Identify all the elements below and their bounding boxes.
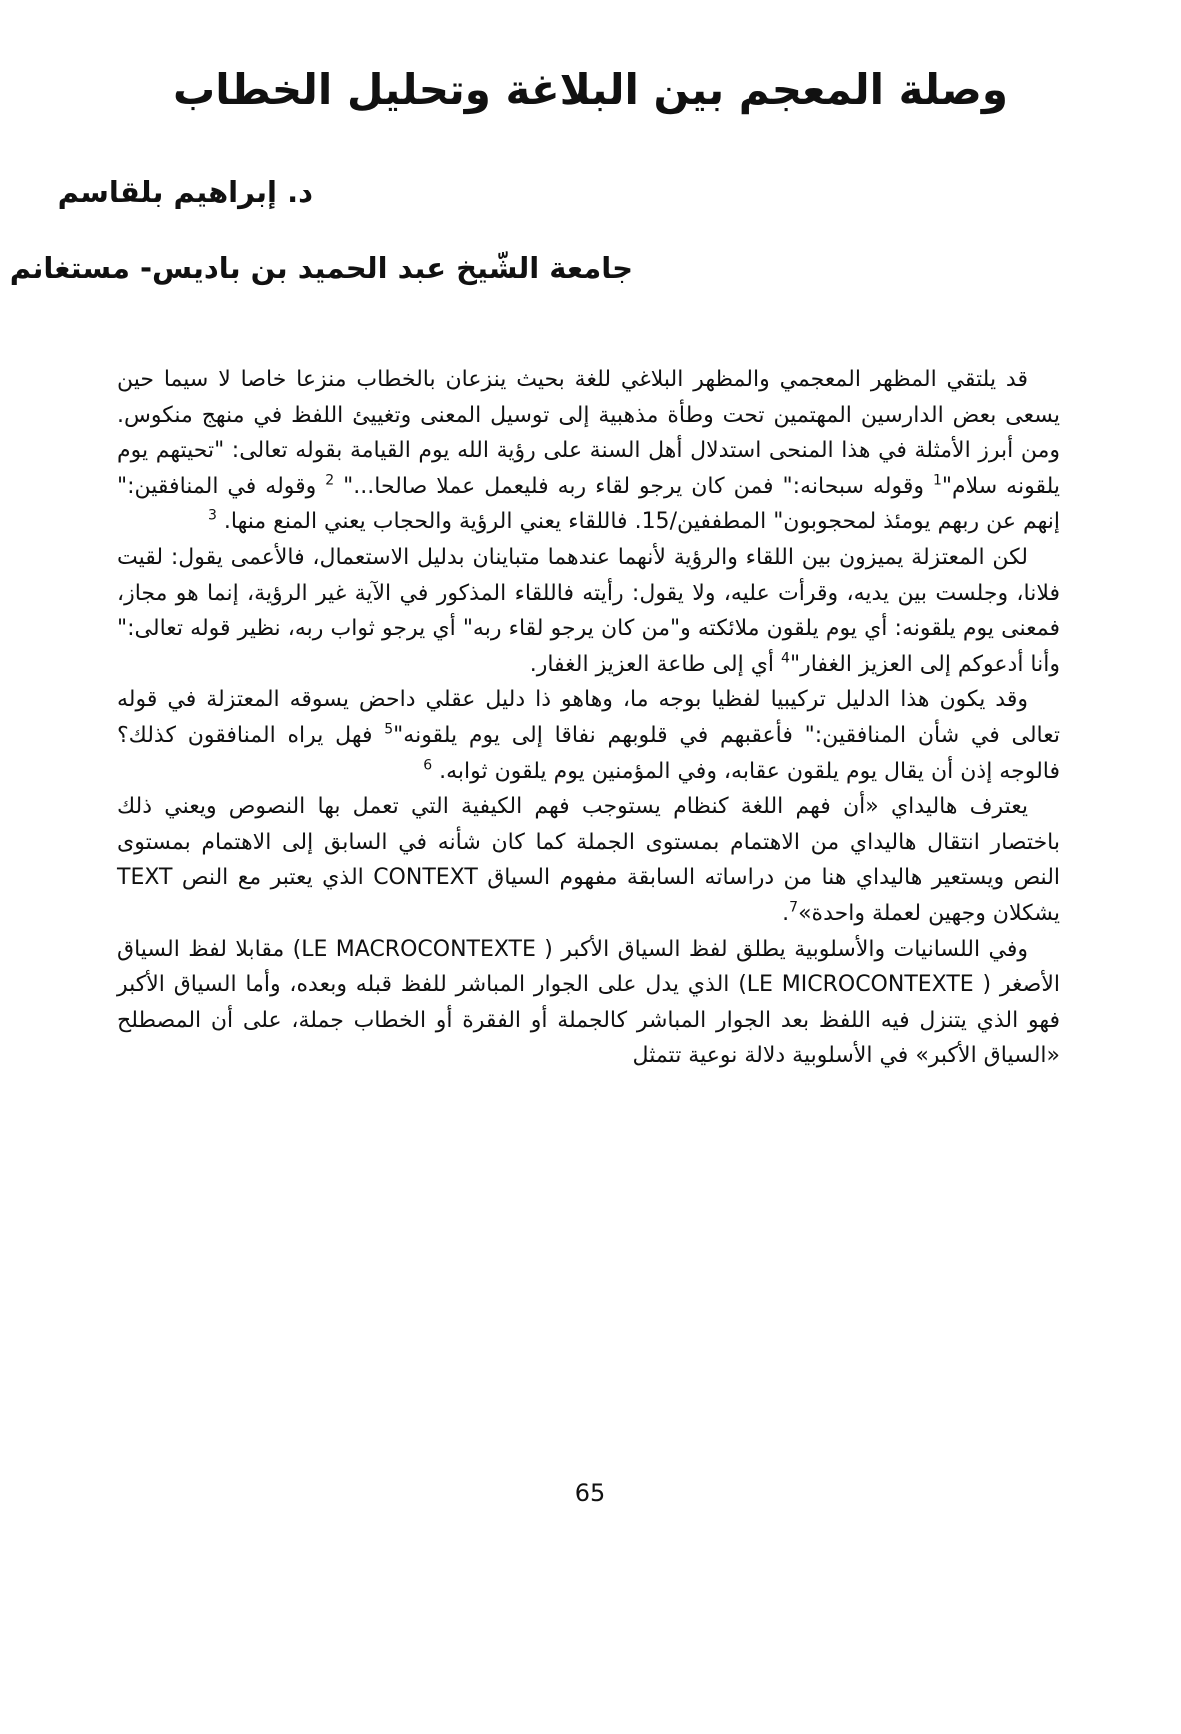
footnote-marker: 1 xyxy=(932,472,942,489)
footnote-marker: 7 xyxy=(789,899,799,916)
paragraph-2 xyxy=(117,540,1060,682)
paragraph-3 xyxy=(117,682,1060,789)
paragraph-text: وقوله سبحانه:" فمن كان يرجو لقاء ربه فليعمل عملا صالحا..." xyxy=(334,473,933,499)
paragraph-text: . xyxy=(782,900,790,926)
footnote-marker: 5 xyxy=(384,721,394,738)
author-name: د. إبراهيم بلقاسم xyxy=(57,175,313,209)
paragraph-text: وقوله في المنافقين:" إنهم عن ربهم يومئذ لمحجوبون" المطففين/15. فاللقاء يعني الرؤية والحجاب يعني المنع منها. xyxy=(117,473,1060,535)
author-affiliation: جامعة الشّيخ عبد الحميد بن باديس- مستغانم xyxy=(9,251,633,285)
footnote-marker: 3 xyxy=(208,508,217,525)
article-title: وصلة المعجم بين البلاغة وتحليل الخطاب xyxy=(173,65,1008,114)
paragraph-4 xyxy=(117,789,1060,931)
footnote-marker: 6 xyxy=(423,757,433,774)
paragraph-text: لكن المعتزلة يميزون بين اللقاء والرؤية لأنهما عندهما متباينان بدليل الاستعمال، فالأعمى يقول: لقيت فلانا، وجلست بين يديه، وقرأت عليه، ولا يقول: رأيته فاللقاء المذكور في الآية غير الرؤية، إنما هو مجاز، فمعنى يوم يلقونه: أي يوم يلقون ملائكته و"من كان يرجو لقاء ربه" أي يرجو ثواب ربه، نظير قوله تعالى:" وأنا أدعوكم إلى العزيز الغفار" xyxy=(117,544,1060,677)
paragraph-text: أي إلى طاعة العزيز الغفار. xyxy=(529,651,782,677)
footnote-marker: 2 xyxy=(325,472,335,489)
paragraph-text: وقد يكون هذا الدليل تركيبيا لفظيا بوجه ما، وهاهو ذا دليل عقلي داحض يسوقه المعتزلة في قوله تعالى في شأن المنافقين:" فأعقبهم في قلوبهم نفاقا إلى يوم يلقونه" xyxy=(117,687,1060,748)
paragraph-text: فهل يراه المنافقون كذلك؟ فالوجه إذن أن يقال يوم يلقون عقابه، وفي المؤمنين يوم يلقون ثوابه. xyxy=(117,722,1060,784)
paragraph-1 xyxy=(117,362,1060,540)
paragraph-text: وفي اللسانيات والأسلوبية يطلق لفظ السياق الأكبر ( LE MACROCONTEXTE) مقابلا لفظ السياق الأصغر ( LE MICROCONTEXTE) الذي يدل على الجوار المباشر للفظ قبله وبعده، وأما السياق الأكبر فهو الذي يتنزل فيه اللفظ بعد الجوار المباشر كالجملة أو الفقرة أو الخطاب جملة، على أن المصطلح «السياق الأكبر» في الأسلوبية دلالة نوعية تتمثل xyxy=(117,936,1060,1069)
footnote-marker: 4 xyxy=(781,650,790,667)
page-number: 65 xyxy=(574,1479,606,1507)
paragraph-text: قد يلتقي المظهر المعجمي والمظهر البلاغي للغة بحيث ينزعان بالخطاب منزعا خاصا لا سيما حين يسعى بعض الدارسين المهتمين تحت وطأة مذهبية إلى توسيل المعنى وتغييئ اللفظ في منهج منكوس. ومن أبرز الأمثلة في هذا المنحى استدلال أهل السنة على رؤية الله يوم القيامة بقوله تعالى: "تحيتهم يوم يلقونه سلام" xyxy=(117,367,1060,499)
paragraph-text: يعترف هاليداي «أن فهم اللغة كنظام يستوجب فهم الكيفية التي تعمل بها النصوص ويعني ذلك باختصار انتقال هاليداي من الاهتمام بمستوى الجملة كما كان شأنه في السابق إلى الاهتمام بمستوى النص ويستعير هاليداي هنا من دراساته السابقة مفهوم السياق CONTEXT الذي يعتبر مع النص TEXT يشكلان وجهين لعملة واحدة» xyxy=(117,794,1061,926)
paragraph-5 xyxy=(117,932,1060,1074)
article-body xyxy=(117,362,1060,1074)
